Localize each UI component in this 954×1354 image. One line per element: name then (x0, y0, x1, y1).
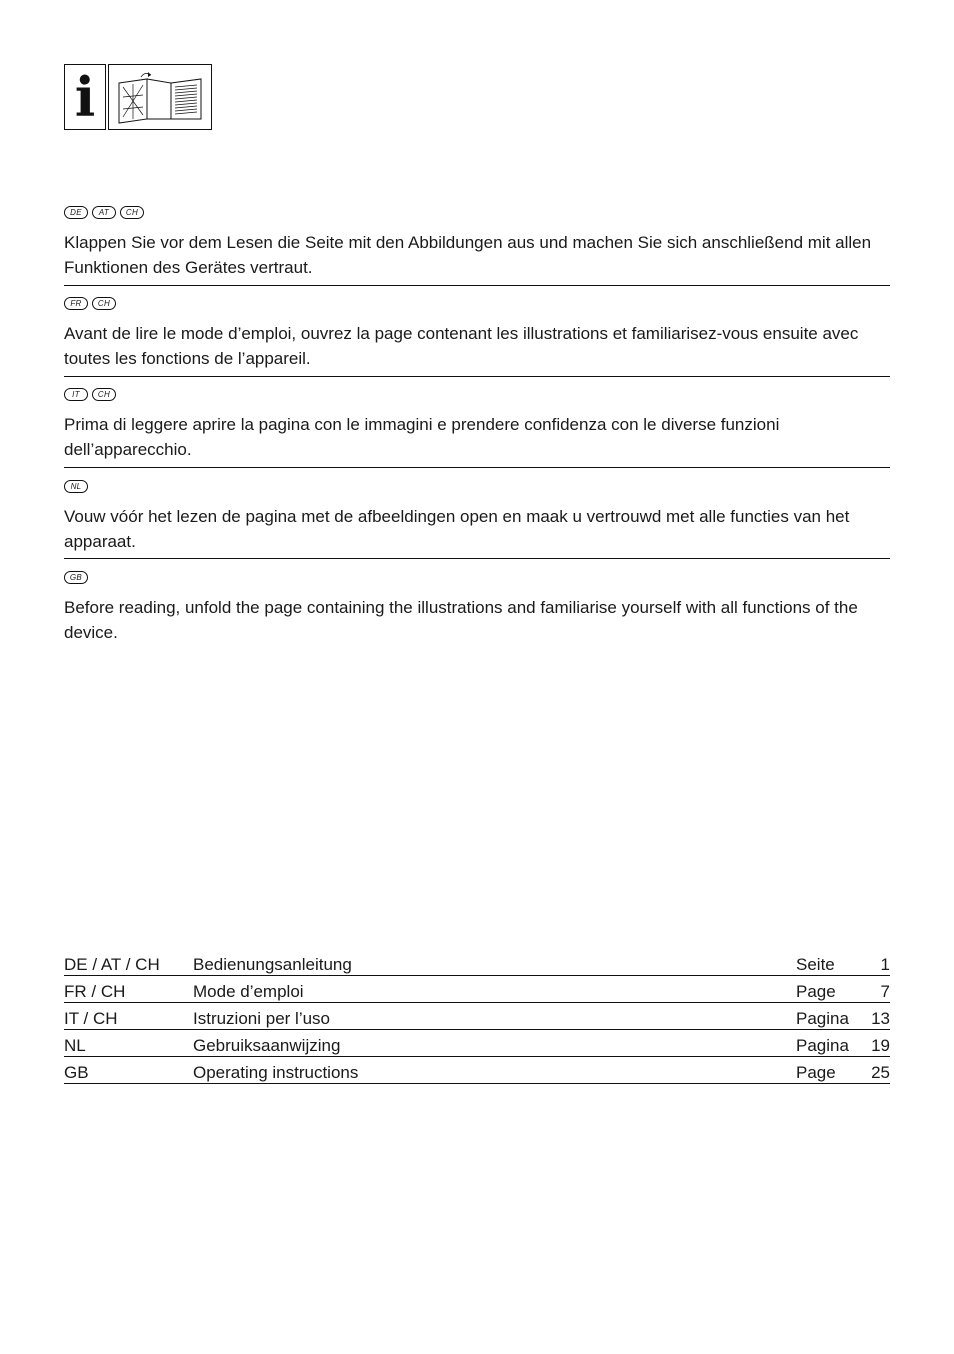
toc-page-number: 7 (850, 976, 890, 1003)
toc-page-label: Pagina (796, 1030, 850, 1057)
intro-text: Before reading, unfold the page containing the illustrations and familiarise yourself with all functions of the device. (64, 598, 858, 642)
toc-page-number: 19 (850, 1030, 890, 1057)
table-row (64, 949, 890, 976)
language-badges (64, 480, 890, 496)
table-row (64, 1003, 890, 1030)
toc-language: GB (64, 1057, 193, 1084)
folded-page-icon (108, 64, 212, 130)
toc-page-number: 1 (850, 949, 890, 976)
toc-title: Bedienungsanleitung (193, 949, 796, 976)
divider (64, 376, 890, 377)
toc-language: NL (64, 1030, 193, 1057)
language-badge: GB (64, 571, 88, 584)
language-badge: CH (92, 388, 116, 401)
intro-section-it (64, 388, 890, 462)
language-badge: CH (120, 206, 144, 219)
language-badge: NL (64, 480, 88, 493)
intro-text: Klappen Sie vor dem Lesen die Seite mit den Abbildungen aus und machen Sie sich anschließend mit allen Funktionen des Gerätes vertraut. (64, 233, 872, 277)
divider (64, 285, 890, 286)
language-badge: DE (64, 206, 88, 219)
intro-section-gb (64, 571, 890, 645)
toc-language: FR / CH (64, 976, 193, 1003)
toc-title: Operating instructions (193, 1057, 796, 1084)
divider (64, 467, 890, 468)
toc-page-label: Pagina (796, 1003, 850, 1030)
language-badges (64, 571, 890, 587)
table-row (64, 976, 890, 1003)
info-icon: i (64, 64, 106, 130)
toc-page-number: 25 (850, 1057, 890, 1084)
intro-text: Prima di leggere aprire la pagina con le immagini e prendere confidenza con le diverse funzioni dell’apparecchio. (64, 415, 780, 459)
toc-page-label: Page (796, 1057, 850, 1084)
toc-title: Istruzioni per l’uso (193, 1003, 796, 1030)
table-row (64, 1030, 890, 1057)
language-badge: CH (92, 297, 116, 310)
toc-page-label: Seite (796, 949, 850, 976)
toc-page-label: Page (796, 976, 850, 1003)
language-badges (64, 206, 890, 222)
intro-section-fr (64, 297, 890, 371)
toc-language: IT / CH (64, 1003, 193, 1030)
intro-text: Avant de lire le mode d’emploi, ouvrez la page contenant les illustrations et familiarisez-vous ensuite avec toutes les fonctions de l’appareil. (64, 324, 859, 368)
toc-title: Mode d’emploi (193, 976, 796, 1003)
language-badge: IT (64, 388, 88, 401)
toc-page-number: 13 (850, 1003, 890, 1030)
table-of-contents (64, 949, 890, 1084)
language-badges (64, 297, 890, 313)
language-badge: AT (92, 206, 116, 219)
language-badges (64, 388, 890, 404)
divider (64, 558, 890, 559)
table-row (64, 1057, 890, 1084)
intro-text: Vouw vóór het lezen de pagina met de afbeeldingen open en maak u vertrouwd met alle functies van het apparaat. (64, 507, 850, 551)
toc-title: Gebruiksaanwijzing (193, 1030, 796, 1057)
toc-language: DE / AT / CH (64, 949, 193, 976)
intro-section-nl (64, 480, 890, 554)
language-badge: FR (64, 297, 88, 310)
intro-section-de (64, 206, 890, 280)
